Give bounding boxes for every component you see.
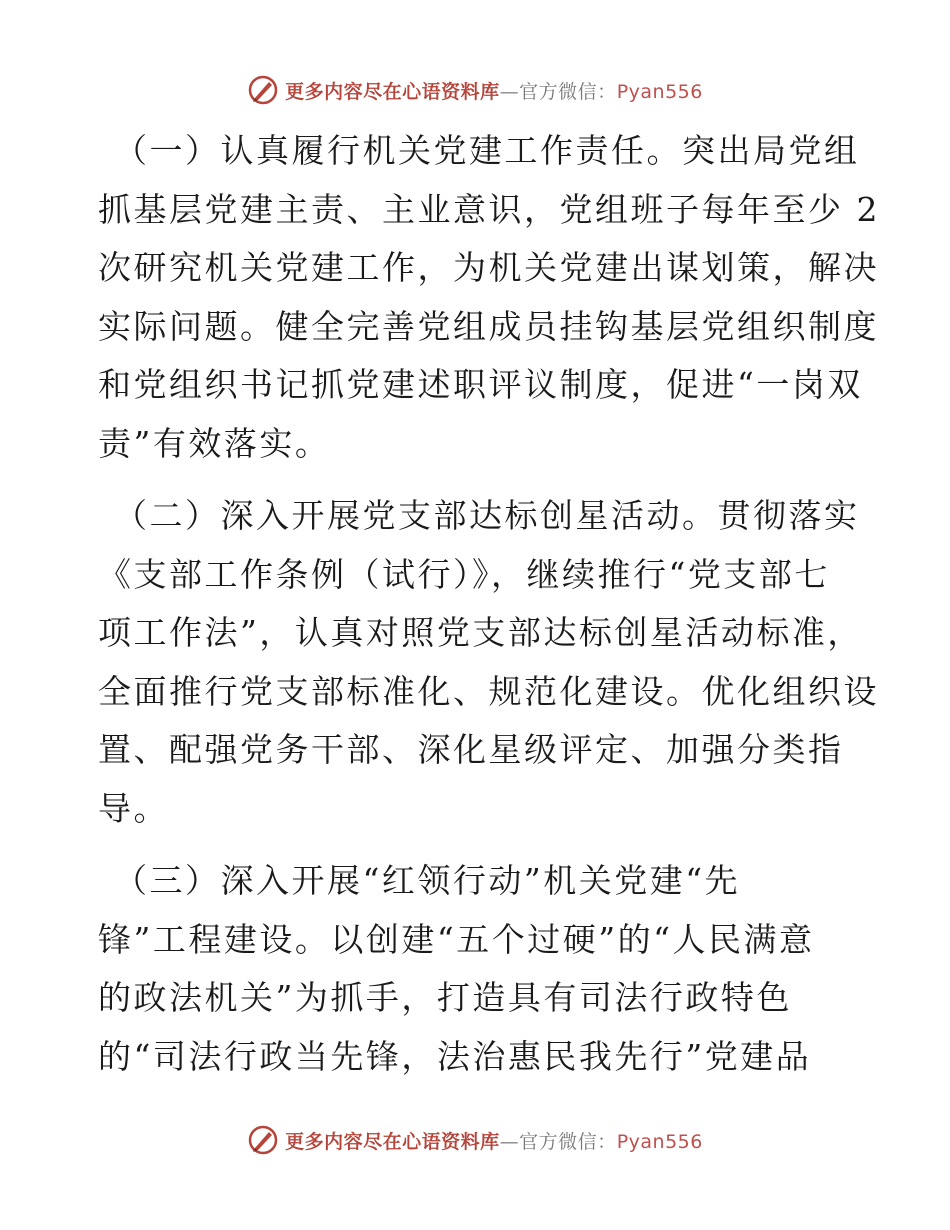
footer-wechat-id: Pyan556 [616, 1130, 703, 1153]
text-line: 的政法机关”为抓手，打造具有司法行政特色 [98, 978, 792, 1017]
header-wechat-id: Pyan556 [616, 80, 703, 103]
text-line: 实际问题。健全完善党组成员挂钩基层党组织制度 [98, 306, 879, 346]
header-wechat-label: 官方微信： [519, 80, 617, 103]
paragraph-3 [98, 852, 858, 1086]
text-line: 《支部工作条例（试行）》，继续推行“党支部七 [98, 554, 830, 594]
footer-wechat-label: 官方微信： [519, 1130, 617, 1153]
text-line: （二）深入开展党支部达标创星活动。贯彻落实 [114, 496, 860, 535]
text-line: 锋”工程建设。以创建“五个过硬”的“人民满意 [98, 919, 815, 959]
text-line: 次研究机关党建工作，为机关党建出谋划策，解决 [98, 248, 879, 287]
header-banner-text [285, 77, 703, 104]
text-line: （三）深入开展“红领行动”机关党建“先 [114, 861, 741, 900]
pen-logo-icon [247, 74, 279, 106]
header-brand: 更多内容尽在心语资料库 [285, 80, 500, 103]
pen-logo-icon [247, 1124, 279, 1156]
header-dash: — [499, 80, 520, 103]
text-line: 的“司法行政当先锋，法治惠民我先行”党建品 [98, 1036, 812, 1076]
text-line: 责”有效落实。 [98, 423, 331, 463]
footer-banner-text [285, 1127, 703, 1154]
text-line: 和党组织书记抓党建述职评议制度，促进“一岗双 [98, 365, 863, 404]
footer-watermark-banner [0, 1120, 950, 1160]
paragraph-1 [98, 122, 880, 473]
document-body [98, 122, 880, 1100]
text-line: 全面推行党支部标准化、规范化建设。优化组织设 [98, 671, 879, 711]
footer-brand: 更多内容尽在心语资料库 [285, 1130, 500, 1153]
text-line: 抓基层党建主责、主业意识，党组班子每年至少 2 [98, 189, 880, 229]
text-line: （一）认真履行机关党建工作责任。突出局党组 [114, 131, 860, 170]
text-line: 项工作法”，认真对照党支部达标创星活动标准， [98, 613, 863, 652]
footer-dash: — [499, 1130, 520, 1153]
header-watermark-banner [0, 70, 950, 110]
text-line: 置、配强党务干部、深化星级评定、加强分类指 [98, 730, 844, 769]
paragraph-2 [98, 487, 879, 838]
text-line: 导。 [98, 788, 169, 828]
